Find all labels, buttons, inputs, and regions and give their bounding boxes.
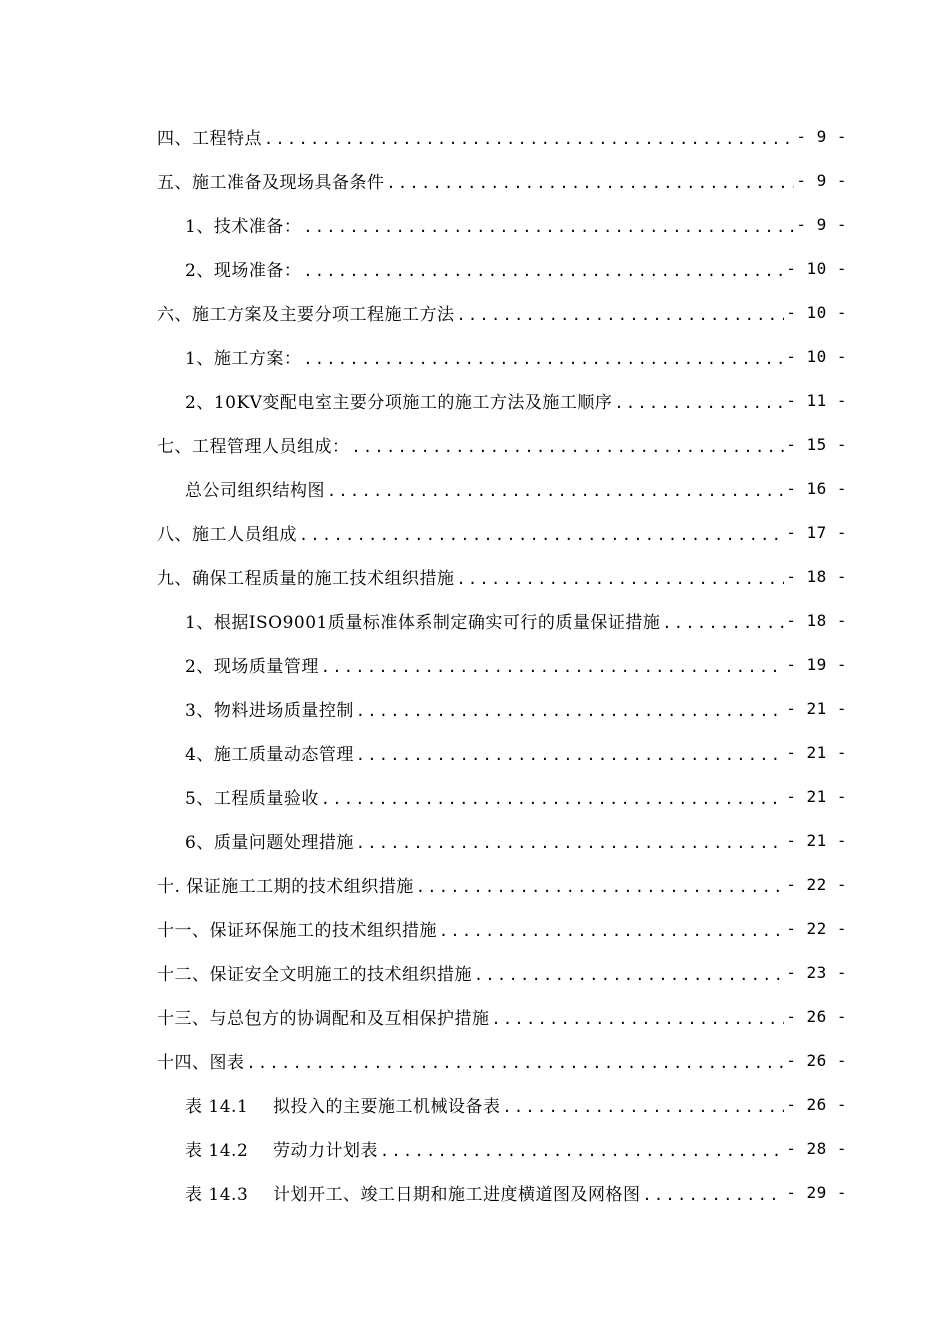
toc-entry[interactable] — [0, 1126, 847, 1170]
toc-dot-leader — [352, 440, 785, 455]
toc-page-number: - 9 - — [796, 214, 847, 234]
toc-entry-title: 十三、与总包方的协调配和及互相保护措施 — [157, 1004, 492, 1029]
toc-page-number: - 28 - — [786, 1138, 847, 1158]
toc-dot-leader — [380, 1144, 784, 1159]
toc-entry-title: 六、施工方案及主要分项工程施工方法 — [157, 300, 457, 325]
toc-entry[interactable] — [0, 774, 847, 818]
toc-entry-title: 十四、图表 — [157, 1048, 247, 1073]
toc-table-title: 计划开工、竣工日期和施工进度横道图及网格图 — [273, 1184, 641, 1205]
toc-page-number: - 9 - — [796, 170, 847, 190]
toc-table-title: 劳动力计划表 — [273, 1140, 378, 1161]
toc-dot-leader — [303, 220, 794, 235]
toc-entry[interactable] — [0, 906, 847, 950]
toc-dot-leader — [264, 132, 794, 147]
toc-dot-leader — [356, 704, 784, 719]
toc-dot-leader — [356, 836, 784, 851]
toc-dot-leader — [503, 1100, 785, 1115]
toc-entry-title: 八、施工人员组成 — [157, 520, 299, 545]
toc-entry-title: 1、技术准备： — [185, 212, 303, 237]
toc-table-number: 表 14.3 — [185, 1184, 249, 1205]
toc-entry[interactable] — [0, 202, 847, 246]
toc-dot-leader — [303, 264, 784, 279]
toc-entry[interactable] — [0, 114, 847, 158]
toc-page-number: - 16 - — [786, 478, 847, 498]
toc-page-number: - 22 - — [786, 874, 847, 894]
toc-dot-leader — [457, 308, 785, 323]
toc-table-number: 表 14.2 — [185, 1140, 249, 1161]
toc-entry-title: 九、确保工程质量的施工技术组织措施 — [157, 564, 457, 589]
toc-entry[interactable] — [0, 290, 847, 334]
toc-dot-leader — [356, 748, 784, 763]
toc-entry[interactable] — [0, 246, 847, 290]
toc-entry[interactable] — [0, 466, 847, 510]
toc-entry[interactable] — [0, 422, 847, 466]
toc-entry[interactable] — [0, 1170, 847, 1214]
toc-page-number: - 19 - — [786, 654, 847, 674]
toc-page-number: - 21 - — [786, 698, 847, 718]
toc-page-number: - 26 - — [786, 1094, 847, 1114]
toc-dot-leader — [662, 616, 784, 631]
toc-entry-title: 5、工程质量验收 — [185, 784, 321, 809]
toc-entry-title: 总公司组织结构图 — [185, 476, 327, 501]
toc-dot-leader — [643, 1188, 785, 1203]
toc-page-number: - 21 - — [786, 742, 847, 762]
toc-page-number: - 10 - — [786, 302, 847, 322]
toc-page-number: - 21 - — [786, 786, 847, 806]
toc-dot-leader — [474, 968, 784, 983]
toc-entry[interactable] — [0, 554, 847, 598]
toc-table-title: 拟投入的主要施工机械设备表 — [273, 1096, 501, 1117]
toc-dot-leader — [321, 792, 784, 807]
toc-entry-title: 2、现场质量管理 — [185, 652, 321, 677]
toc-entry-title — [185, 1136, 380, 1161]
toc-entry-title — [185, 1180, 643, 1205]
toc-entry-title: 1、施工方案： — [185, 344, 303, 369]
toc-page-number: - 22 - — [786, 918, 847, 938]
toc-entry-title: 1、根据ISO9001质量标准体系制定确实可行的质量保证措施 — [185, 608, 662, 633]
toc-entry[interactable] — [0, 598, 847, 642]
toc-dot-leader — [303, 352, 784, 367]
toc-entry[interactable] — [0, 686, 847, 730]
toc-entry-title: 五、施工准备及现场具备条件 — [157, 168, 387, 193]
toc-dot-leader — [327, 484, 784, 499]
toc-page-number: - 26 - — [786, 1006, 847, 1026]
toc-dot-leader — [387, 176, 795, 191]
toc-page-number: - 29 - — [786, 1182, 847, 1202]
toc-entry[interactable] — [0, 378, 847, 422]
toc-entry-title: 七、工程管理人员组成： — [157, 432, 352, 457]
toc-page-number: - 21 - — [786, 830, 847, 850]
toc-dot-leader — [492, 1012, 785, 1027]
toc-dot-leader — [247, 1056, 785, 1071]
toc-entry[interactable] — [0, 818, 847, 862]
toc-entry[interactable] — [0, 1082, 847, 1126]
toc-entry[interactable] — [0, 862, 847, 906]
toc-page-number: - 18 - — [786, 566, 847, 586]
toc-entry[interactable] — [0, 334, 847, 378]
table-of-contents — [0, 114, 950, 1214]
toc-entry-title: 十一、保证环保施工的技术组织措施 — [157, 916, 439, 941]
toc-table-number: 表 14.1 — [185, 1096, 249, 1117]
toc-entry[interactable] — [0, 950, 847, 994]
toc-page-number: - 9 - — [796, 126, 847, 146]
toc-entry-title — [185, 1092, 503, 1117]
toc-entry-title: 3、物料进场质量控制 — [185, 696, 356, 721]
toc-page-number: - 26 - — [786, 1050, 847, 1070]
toc-page-number: - 17 - — [786, 522, 847, 542]
toc-entry-title: 十. 保证施工工期的技术组织措施 — [157, 872, 416, 897]
toc-entry[interactable] — [0, 730, 847, 774]
toc-entry-title: 4、施工质量动态管理 — [185, 740, 356, 765]
toc-entry[interactable] — [0, 158, 847, 202]
toc-entry[interactable] — [0, 510, 847, 554]
toc-entry-title: 6、质量问题处理措施 — [185, 828, 356, 853]
toc-entry-title: 四、工程特点 — [157, 124, 264, 149]
toc-entry[interactable] — [0, 642, 847, 686]
toc-dot-leader — [299, 528, 784, 543]
toc-dot-leader — [416, 880, 784, 895]
toc-page-number: - 15 - — [786, 434, 847, 454]
toc-page-number: - 18 - — [786, 610, 847, 630]
toc-page-number: - 23 - — [786, 962, 847, 982]
toc-entry[interactable] — [0, 994, 847, 1038]
toc-entry-title: 2、现场准备： — [185, 256, 303, 281]
toc-entry-title: 2、10KV变配电室主要分项施工的施工方法及施工顺序 — [185, 388, 614, 413]
toc-page-number: - 10 - — [786, 258, 847, 278]
toc-dot-leader — [439, 924, 784, 939]
toc-page-number: - 11 - — [786, 390, 847, 410]
toc-dot-leader — [321, 660, 784, 675]
toc-page-number: - 10 - — [786, 346, 847, 366]
toc-entry-title: 十二、保证安全文明施工的技术组织措施 — [157, 960, 474, 985]
toc-dot-leader — [457, 572, 785, 587]
toc-entry[interactable] — [0, 1038, 847, 1082]
toc-dot-leader — [614, 396, 784, 411]
